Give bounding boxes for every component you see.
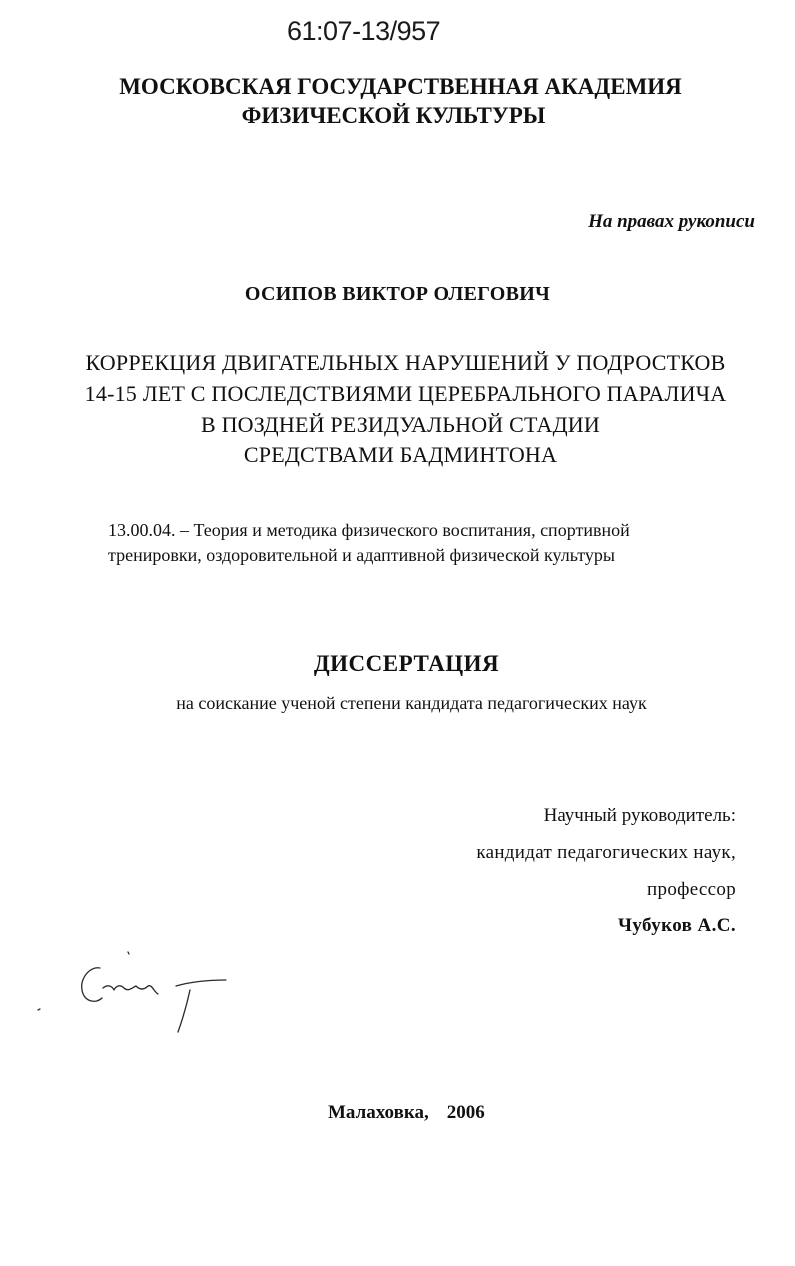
- publication-place: Малаховка,: [328, 1102, 429, 1123]
- rights-note: На правах рукописи: [588, 211, 755, 232]
- place-and-year: [328, 1102, 485, 1124]
- title-line-1: КОРРЕКЦИЯ ДВИГАТЕЛЬНЫХ НАРУШЕНИЙ У ПОДРОСТКОВ: [85, 350, 726, 375]
- degree-statement: на соискание ученой степени кандидата педагогических наук: [176, 693, 647, 713]
- advisor-rank: профессор: [647, 879, 736, 900]
- author-name: ОСИПОВ ВИКТОР ОЛЕГОВИЧ: [244, 283, 551, 305]
- title-line-3: В ПОЗДНЕЙ РЕЗИДУАЛЬНОЙ СТАДИИ: [201, 412, 600, 437]
- document-type: ДИССЕРТАЦИЯ: [313, 651, 500, 676]
- advisor-name: Чубуков А.С.: [618, 915, 736, 936]
- advisor-degree: кандидат педагогических наук,: [476, 842, 736, 863]
- specialty-line-1: 13.00.04. – Теория и методика физического воспитания, спортивной: [108, 520, 630, 540]
- institution-line-1: МОСКОВСКАЯ ГОСУДАРСТВЕННАЯ АКАДЕМИЯ: [119, 74, 682, 99]
- publication-year: 2006: [446, 1102, 485, 1123]
- institution-line-2: ФИЗИЧЕСКОЙ КУЛЬТУРЫ: [241, 103, 546, 128]
- catalog-number: 61:07-13/957: [287, 16, 441, 46]
- handwritten-signature-icon: [30, 950, 240, 1050]
- specialty-line-2: тренировки, оздоровительной и адаптивной физической культуры: [108, 545, 615, 565]
- title-line-4: СРЕДСТВАМИ БАДМИНТОНА: [243, 442, 558, 467]
- advisor-label: Научный руководитель:: [543, 805, 736, 826]
- title-line-2: 14-15 ЛЕТ С ПОСЛЕДСТВИЯМИ ЦЕРЕБРАЛЬНОГО ПАРАЛИЧА: [84, 381, 727, 406]
